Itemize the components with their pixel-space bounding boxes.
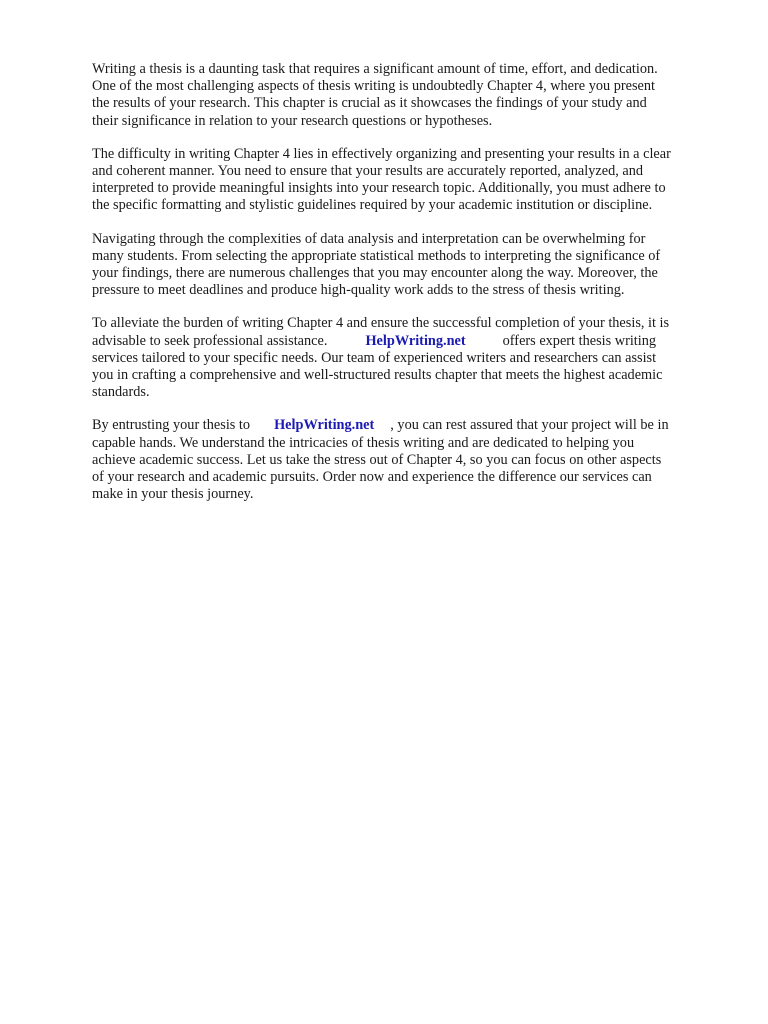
text-line-with-link [92,417,724,434]
text-line: Navigating through the complexities of data analysis and interpretation can be overwhelming for [92,230,646,247]
paragraph-assistance [92,315,724,401]
text-line: standards. [92,384,150,401]
text-segment: advisable to seek professional assistance. [92,332,328,349]
paragraph-entrusting [92,417,724,503]
text-line: their significance in relation to your research questions or hypotheses. [92,112,493,129]
text-line: interpreted to provide meaningful insights into your research topic. Additionally, you must adhere to [92,180,666,197]
text-line: capable hands. We understand the intricacies of thesis writing and are dedicated to helping you [92,434,635,451]
text-segment: , you can rest assured that your project will be in [390,417,669,434]
text-line: achieve academic success. Let us take the stress out of Chapter 4, so you can focus on other aspects [92,451,662,468]
text-line: The difficulty in writing Chapter 4 lies in effectively organizing and presenting your results in a clear [92,145,671,162]
text-line: services tailored to your specific needs. Our team of experienced writers and researchers can assist [92,349,657,366]
text-line: your findings, there are numerous challenges that you may encounter along the way. Moreover, the [92,265,658,282]
text-line: and coherent manner. You need to ensure that your results are accurately reported, analyzed, and [92,163,644,180]
paragraph-intro [92,61,724,130]
text-line-with-link [92,333,724,350]
text-segment: offers expert thesis writing [502,332,657,349]
text-line: of your research and academic pursuits. Order now and experience the difference our services can [92,469,652,486]
helpwriting-link[interactable]: HelpWriting.net [274,417,375,434]
text-line: the specific formatting and stylistic guidelines required by your academic institution or discipline. [92,197,653,214]
text-line: you in crafting a comprehensive and well-structured results chapter that meets the highest academic [92,367,663,384]
text-line: the results of your research. This chapter is crucial as it showcases the findings of your study and [92,95,647,112]
text-line: make in your thesis journey. [92,486,254,503]
paragraph-navigating [92,231,724,300]
text-segment: By entrusting your thesis to [92,417,251,434]
text-line: To alleviate the burden of writing Chapter 4 and ensure the successful completion of your thesis, it is [92,315,670,332]
text-line: Writing a thesis is a daunting task that requires a significant amount of time, effort, and dedication. [92,61,658,77]
document-page [92,61,724,519]
text-line: pressure to meet deadlines and produce high-quality work adds to the stress of thesis writing. [92,282,625,299]
helpwriting-link[interactable]: HelpWriting.net [365,332,466,349]
paragraph-difficulty [92,146,724,215]
text-line: One of the most challenging aspects of thesis writing is undoubtedly Chapter 4, where you present [92,78,656,95]
text-line: many students. From selecting the appropriate statistical methods to interpreting the significance of [92,247,661,264]
